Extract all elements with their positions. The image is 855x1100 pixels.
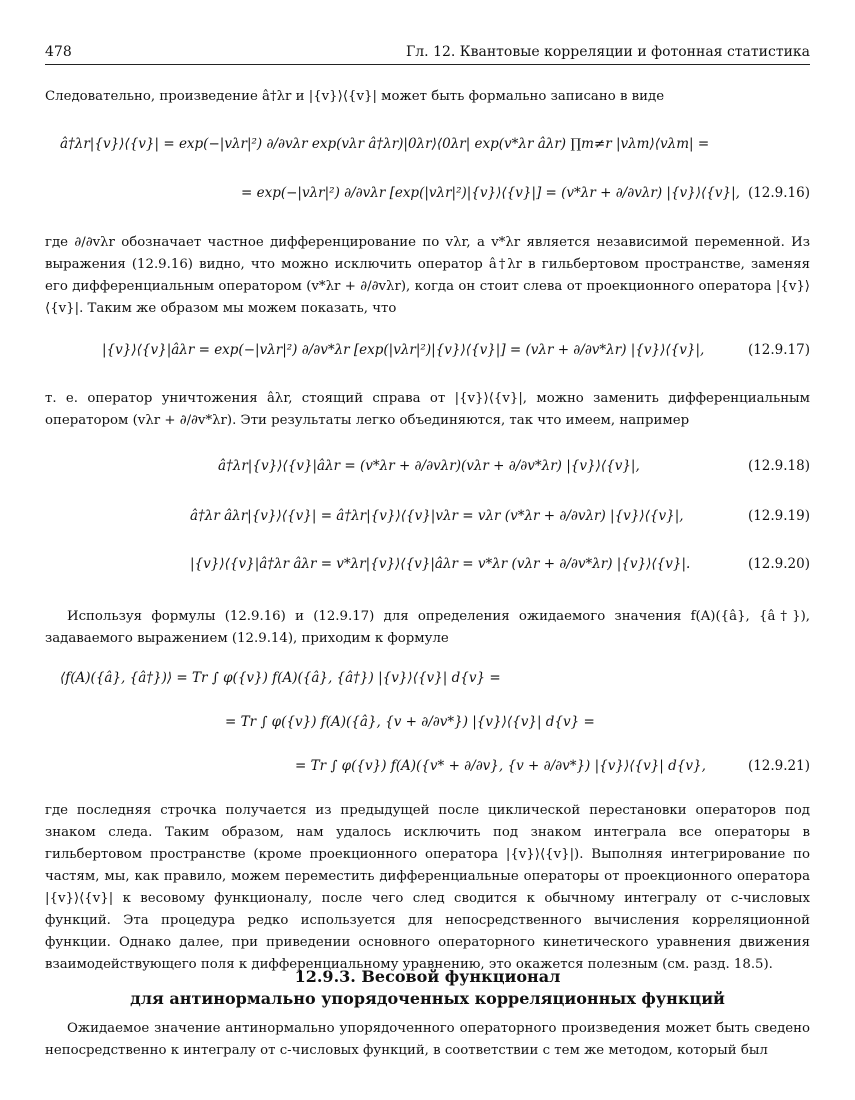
equation-number: (12.9.19) <box>747 508 810 524</box>
equation-12-9-18 <box>45 458 810 488</box>
section-heading-line1: 12.9.3. Весовой функционал <box>294 967 561 986</box>
equation-number: (12.9.16) <box>747 185 810 201</box>
equation-12-9-17 <box>45 342 810 372</box>
equation-text: â†λr âλr|{v}⟩⟨{v}| = â†λr|{v}⟩⟨{v}|vλr = vλr (v*λr + ∂/∂vλr) |{v}⟩⟨{v}|, <box>190 508 684 524</box>
equation-text: â†λr|{v}⟩⟨{v}| = exp(−|vλr|²) ∂/∂vλr exp(vλr â†λr)|0λr⟩⟨0λr| exp(v*λr âλr) ∏m≠r |vλm⟩⟨vλm| = <box>60 136 710 152</box>
equation-12-9-21-line3 <box>45 758 810 788</box>
equation-text: = exp(−|vλr|²) ∂/∂vλr [exp(|vλr|²)|{v}⟩⟨{v}|] = (v*λr + ∂/∂vλr) |{v}⟩⟨{v}|, <box>241 185 740 201</box>
equation-12-9-16-line1 <box>45 136 810 166</box>
equation-number: (12.9.17) <box>747 342 810 358</box>
paragraph-derivation: где ∂/∂vλr обозначает частное дифференцирование по vλr, а v*λr является независимой переменной. Из выражения (12.9.16) видно, что можно исключить оператор â†λr в гильбертовом пространстве, заменяя его дифференциальным оператором (v*λr + ∂/∂vλr), когда он стоит слева от проекционного оператора |{v}⟩⟨{v}|. Таким же образом мы можем показать, что <box>45 235 810 316</box>
equation-12-9-19 <box>45 508 810 538</box>
equation-text: ⟨f(A)({â}, {â†})⟩ = Tr ∫ φ({v}) f(A)({â}, {â†}) |{v}⟩⟨{v}| d{v} = <box>60 670 501 686</box>
equation-number: (12.9.20) <box>747 556 810 572</box>
equation-text: |{v}⟩⟨{v}|âλr = exp(−|vλr|²) ∂/∂v*λr [exp(|vλr|²)|{v}⟩⟨{v}|] = (vλr + ∂/∂v*λr) |{v}⟩⟨{v}|, <box>102 342 705 358</box>
equation-text: â†λr|{v}⟩⟨{v}|âλr = (v*λr + ∂/∂vλr)(vλr + ∂/∂v*λr) |{v}⟩⟨{v}|, <box>218 458 640 474</box>
page-number: 478 <box>45 44 72 60</box>
equation-number: (12.9.18) <box>747 458 810 474</box>
paragraph-discussion: где последняя строчка получается из предыдущей после циклической перестановки операторов под знаком следа. Таким образом, нам удалось исключить под знаком интеграла все операторы в гильбертовом пространстве (кроме проекционного оператора |{v}⟩⟨{v}|). Выполняя интегрирование по частям, мы, как правило, можем переместить дифференциальные операторы от проекционного оператора |{v}⟩⟨{v}| к весовому функционалу, после чего след сводится к обычному интегралу от c-числовых функций. Эта процедура редко используется для непосредственного вычисления корреляционной функции. Однако далее, при приведении основного операторного кинетического уравнения движения взаимодействующего поля к дифференциальному уравнению, это окажется полезным (см. разд. 18.5). <box>45 803 810 972</box>
running-head: Гл. 12. Квантовые корреляции и фотонная статистика <box>406 44 810 60</box>
equation-text: = Tr ∫ φ({v}) f(A)({v* + ∂/∂v}, {v + ∂/∂v*}) |{v}⟩⟨{v}| d{v}, <box>295 758 706 774</box>
page-header <box>45 44 810 65</box>
equation-text: = Tr ∫ φ({v}) f(A)({â}, {v + ∂/∂v*}) |{v}⟩⟨{v}| d{v} = <box>225 714 595 730</box>
equation-12-9-20 <box>45 556 810 586</box>
equation-12-9-16-line2 <box>45 185 810 215</box>
section-heading-line2: для антинормально упорядоченных корреляционных функций <box>130 989 725 1008</box>
paragraph-annihilation: т. е. оператор уничтожения âλr, стоящий справа от |{v}⟩⟨{v}|, можно заменить дифференциальным оператором (vλr + ∂/∂v*λr). Эти результаты легко объединяются, так что имеем, например <box>45 391 810 428</box>
equation-number: (12.9.21) <box>747 758 810 774</box>
paragraph-expectation: Используя формулы (12.9.16) и (12.9.17) для определения ожидаемого значения f(A)({â}, {â†}), задаваемого выражением (12.9.14), приходим к формуле <box>45 609 810 646</box>
equation-12-9-21-line1 <box>45 670 810 700</box>
paragraph-intro: Следовательно, произведение â†λr и |{v}⟩⟨{v}| может быть формально записано в виде <box>45 89 665 104</box>
equation-text: |{v}⟩⟨{v}|â†λr âλr = v*λr|{v}⟩⟨{v}|âλr = v*λr (vλr + ∂/∂v*λr) |{v}⟩⟨{v}|. <box>190 556 691 572</box>
paragraph-antinormal: Ожидаемое значение антинормально упорядоченного операторного произведения может быть сведено непосредственно к интегралу от c-числовых функций, в соответствии с тем же методом, который был <box>45 1021 810 1058</box>
equation-12-9-21-line2 <box>45 714 810 744</box>
